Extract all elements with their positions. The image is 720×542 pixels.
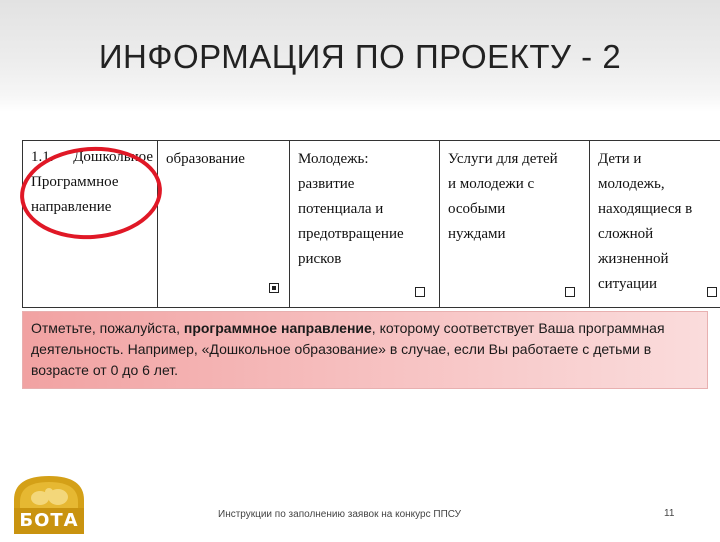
cell-special-needs[interactable]: Услуги для детей и молодежи с особыми нуждами [440,141,590,308]
program-direction-label: 1.1. Программное направление [31,145,119,220]
logo-text: БОТА [8,510,90,531]
checkbox-youth[interactable] [415,287,425,297]
slide-title: ИНФОРМАЦИЯ ПО ПРОЕКТУ - 2 [0,38,720,76]
checkbox-preschool[interactable] [269,283,279,293]
instruction-note: Отметьте, пожалуйста, программное направление, которому соответствует Ваша программная деятельность. Например, «Дошкольное образование» в случае, если Вы работаете с детьми в возрасте от 0 до 6 лет. [22,311,708,389]
slide-header [0,0,720,112]
checkbox-special-needs[interactable] [565,287,575,297]
cell-difficult-situation[interactable]: Дети и молодежь, находящиеся в сложной жизненной ситуации [590,141,720,308]
bota-logo [8,470,90,538]
preschool-label-part1: Дошкольное [73,145,153,170]
preschool-label-part2: образование [166,147,283,172]
page-number: 11 [664,508,674,519]
checkbox-difficult-situation[interactable] [707,287,717,297]
footer-text: Инструкции по заполнению заявок на конкурс ППСУ [218,509,461,520]
note-bold-term: программное направление [184,320,372,336]
cell-youth[interactable]: Молодежь: развитие потенциала и предотвращение рисков [290,141,440,308]
cell-preschool[interactable] [158,141,290,308]
